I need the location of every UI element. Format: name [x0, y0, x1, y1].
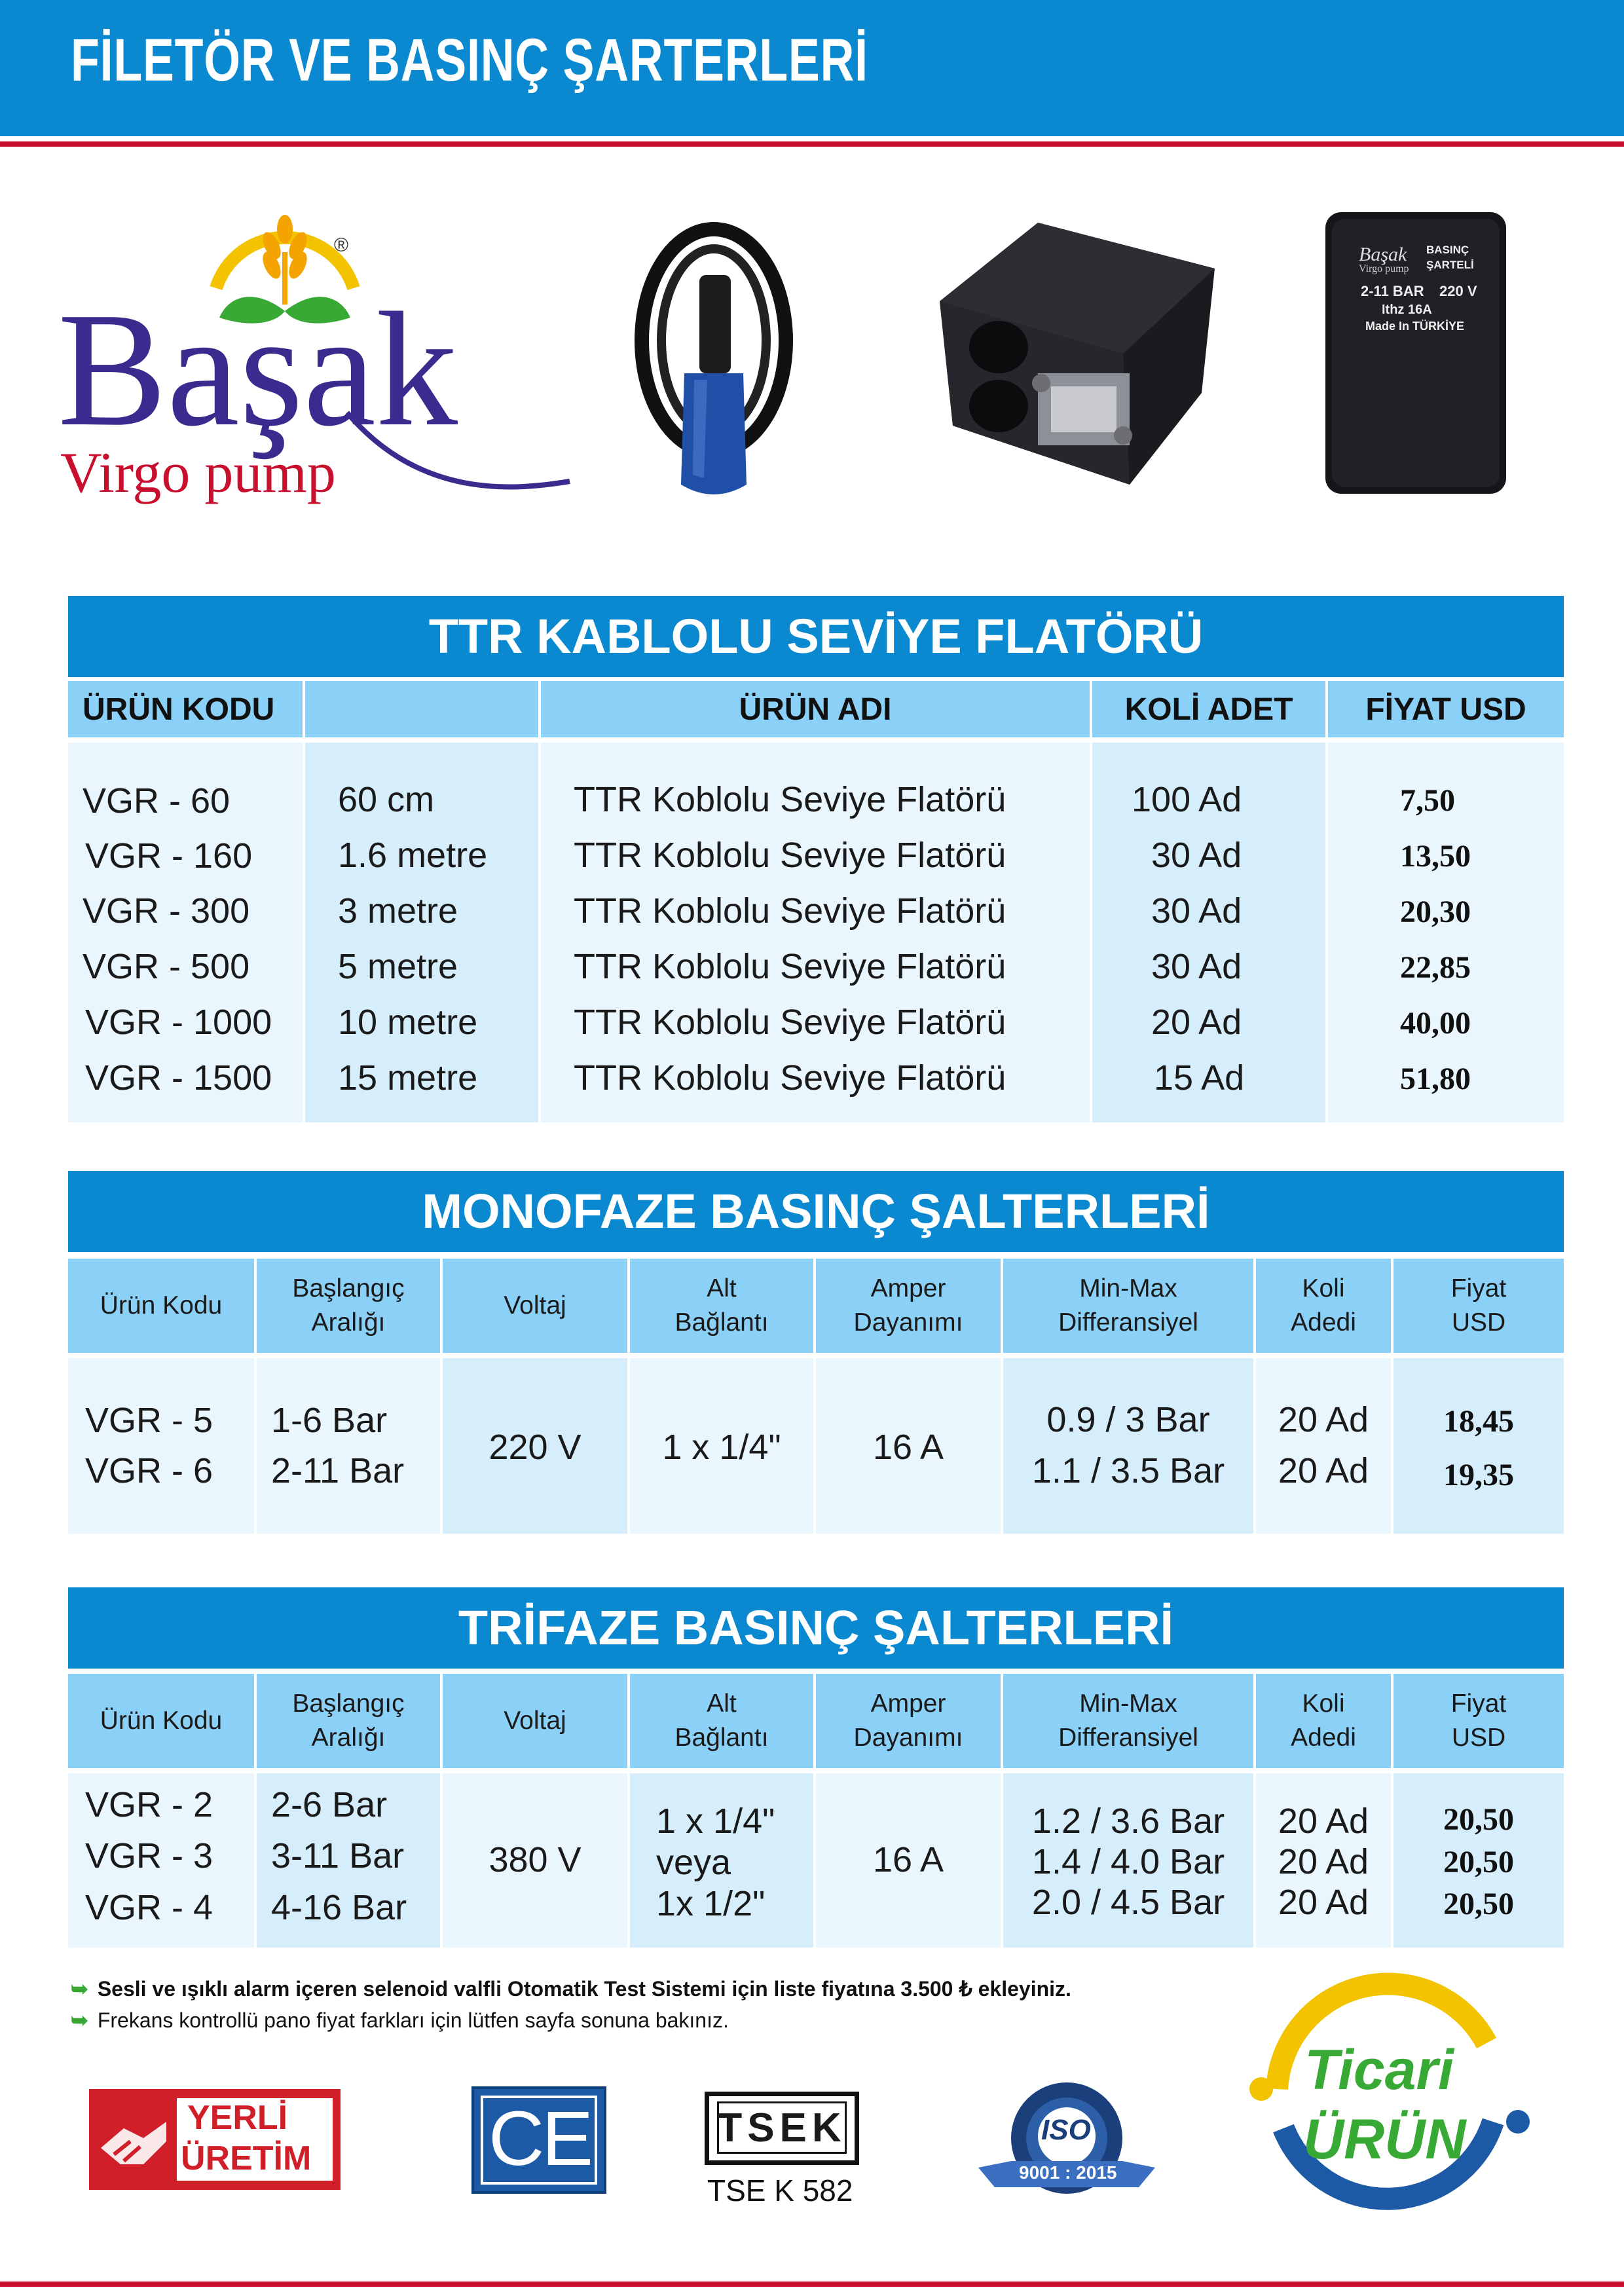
ttr-name: TTR Koblolu Seviye Flatörü: [574, 1003, 1006, 1042]
tri-price: 20,50: [1443, 1844, 1514, 1879]
ce-mark: CE: [489, 2096, 591, 2182]
tri-connection: 1 x 1/4": [656, 1802, 775, 1841]
pressure-switch-image: [927, 210, 1228, 498]
tri-price: 20,50: [1443, 1886, 1514, 1921]
ttr-code: VGR - 60: [83, 781, 231, 821]
ttr-code: VGR - 500: [83, 947, 250, 986]
mono-code: VGR - 5: [85, 1401, 213, 1440]
tri-code: VGR - 2: [85, 1785, 213, 1824]
note-text: Frekans kontrollü pano fiyat farkları için lütfen sayfa sonuna bakınız.: [97, 2008, 729, 2032]
note-test-system: [71, 1976, 1071, 2001]
mono-diff: 1.1 / 3.5 Bar: [1031, 1451, 1225, 1490]
ttr-name: TTR Koblolu Seviye Flatörü: [574, 891, 1006, 931]
mono-qty: 20 Ad: [1278, 1400, 1369, 1439]
urun-text: ÜRÜN: [1303, 2108, 1466, 2171]
ttr-name: TTR Koblolu Seviye Flatörü: [574, 947, 1006, 986]
tri-qty: 20 Ad: [1278, 1802, 1369, 1841]
logo-swoosh-icon: [341, 393, 576, 498]
ttr-header-name: ÜRÜN ADI: [541, 681, 1090, 737]
switch-label-brand: Başak: [1359, 244, 1407, 265]
note-text-end: ekleyiniz.: [978, 1977, 1071, 2001]
ttr-qty: 30 Ad: [1151, 891, 1242, 931]
brand-logo-text: Başak: [58, 279, 458, 460]
switch-label-made: Made In TÜRKİYE: [1365, 320, 1465, 333]
tri-header-range: Başlangıç Aralığı: [257, 1674, 440, 1768]
tri-header-qty: Koli Adedi: [1256, 1674, 1391, 1768]
mono-col-range: [257, 1358, 440, 1534]
switch-label-amp: Ithz 16A: [1382, 303, 1432, 317]
switch-label-volt: 220 V: [1439, 283, 1477, 299]
ttr-name: TTR Koblolu Seviye Flatörü: [574, 1058, 1006, 1098]
mono-table-title: MONOFAZE BASINÇ ŞALTERLERİ: [68, 1171, 1564, 1252]
ttr-qty: 30 Ad: [1151, 947, 1242, 986]
mono-header-voltage: Voltaj: [443, 1259, 627, 1353]
yerli-text: YERLİ: [187, 2099, 288, 2137]
mono-qty: 20 Ad: [1278, 1451, 1369, 1490]
ttr-qty: 30 Ad: [1151, 836, 1242, 875]
ttr-header-length: [305, 681, 538, 737]
note-text: Sesli ve ışıklı alarm içeren selenoid valfli Otomatik Test Sistemi için liste fiyatına: [97, 1977, 895, 2001]
ttr-header-qty: KOLİ ADET: [1092, 681, 1325, 737]
tsek-badge: [705, 2092, 859, 2165]
float-switch-image: [622, 210, 812, 504]
tri-header-connection: Alt Bağlantı: [630, 1674, 813, 1768]
mono-header-diff: Min-Max Differansiyel: [1003, 1259, 1253, 1353]
ttr-code: VGR - 1500: [85, 1058, 272, 1098]
tse-label: TSE K 582: [707, 2173, 853, 2208]
tri-diff: 2.0 / 4.5 Bar: [1031, 1883, 1225, 1922]
ttr-price: 7,50: [1400, 783, 1455, 818]
switch-label-basinc: BASINÇ: [1426, 244, 1469, 256]
mono-col-code: [68, 1358, 254, 1534]
tri-qty: 20 Ad: [1278, 1883, 1369, 1922]
ttr-length: 5 metre: [338, 947, 458, 986]
page-title: FİLETÖR VE BASINÇ ŞARTERLERİ: [71, 27, 868, 94]
mono-price: 19,35: [1443, 1457, 1514, 1492]
tri-price: 20,50: [1443, 1802, 1514, 1837]
ttr-qty: 20 Ad: [1151, 1003, 1242, 1042]
pressure-switch-box-image: [1323, 210, 1509, 498]
mono-diff: 0.9 / 3 Bar: [1046, 1400, 1210, 1439]
brand-subtitle: Virgo pump: [60, 441, 336, 505]
ttr-name: TTR Koblolu Seviye Flatörü: [574, 836, 1006, 875]
footer-divider: [0, 2282, 1624, 2287]
arrow-right-icon: ➥: [71, 2008, 88, 2032]
tri-voltage: 380 V: [489, 1840, 581, 1879]
ttr-code: VGR - 300: [83, 891, 250, 931]
mono-header-connection: Alt Bağlantı: [630, 1259, 813, 1353]
ttr-code: VGR - 1000: [85, 1003, 272, 1042]
ticari-text: Ticari: [1304, 2039, 1454, 2101]
mono-amper: 16 A: [872, 1428, 944, 1467]
tri-qty: 20 Ad: [1278, 1842, 1369, 1881]
tri-table-title: TRİFAZE BASINÇ ŞALTERLERİ: [68, 1587, 1564, 1669]
ttr-price: 22,85: [1400, 950, 1471, 985]
ttr-price: 20,30: [1400, 895, 1471, 929]
mono-header-range: Başlangıç Aralığı: [257, 1259, 440, 1353]
tri-connection: 1x 1/2": [656, 1884, 766, 1923]
switch-label-sarteli: ŞARTELİ: [1426, 259, 1474, 271]
tri-header-amper: Amper Dayanımı: [816, 1674, 1001, 1768]
mono-range: 2-11 Bar: [271, 1451, 405, 1490]
switch-label-bar: 2-11 BAR: [1361, 283, 1424, 299]
tri-code: VGR - 3: [85, 1836, 213, 1876]
tri-header-diff: Min-Max Differansiyel: [1003, 1674, 1253, 1768]
tri-range: 4-16 Bar: [271, 1888, 407, 1927]
ttr-length: 60 cm: [338, 780, 435, 819]
tri-range: 2-6 Bar: [271, 1785, 388, 1824]
ttr-table-title: TTR KABLOLU SEVİYE FLATÖRÜ: [68, 596, 1564, 677]
mono-connection: 1 x 1/4": [662, 1428, 781, 1467]
tri-diff: 1.4 / 4.0 Bar: [1031, 1842, 1225, 1881]
mono-header-code: Ürün Kodu: [68, 1259, 254, 1353]
ttr-length: 15 metre: [338, 1058, 478, 1098]
tri-header-code: Ürün Kodu: [68, 1674, 254, 1768]
ttr-code: VGR - 160: [85, 836, 253, 876]
mono-header-qty: Koli Adedi: [1256, 1259, 1391, 1353]
note-frequency: [71, 2008, 729, 2033]
iso-text: ISO: [1041, 2114, 1091, 2146]
header-divider: [0, 141, 1624, 147]
registered-mark: ®: [334, 234, 349, 256]
ttr-name: TTR Koblolu Seviye Flatörü: [574, 780, 1006, 819]
ttr-price: 40,00: [1400, 1006, 1471, 1041]
mono-header-amper: Amper Dayanımı: [816, 1259, 1001, 1353]
mono-voltage: 220 V: [489, 1428, 581, 1467]
uretim-text: ÜRETİM: [181, 2139, 312, 2177]
ttr-length: 3 metre: [338, 891, 458, 931]
switch-label-sub: Virgo pump: [1359, 263, 1409, 274]
ttr-header-price: FİYAT USD: [1328, 681, 1564, 737]
tri-header-price: Fiyat USD: [1393, 1674, 1564, 1768]
iso-number: 9001 : 2015: [1019, 2162, 1117, 2183]
arrow-right-icon: ➥: [71, 1977, 88, 2001]
tri-header-voltage: Voltaj: [443, 1674, 627, 1768]
mono-code: VGR - 6: [85, 1451, 213, 1490]
ttr-length: 1.6 metre: [338, 836, 488, 875]
ttr-qty: 100 Ad: [1132, 780, 1242, 819]
mono-range: 1-6 Bar: [271, 1401, 388, 1440]
mono-price: 18,45: [1443, 1403, 1514, 1439]
ttr-price: 13,50: [1400, 839, 1471, 874]
ttr-price: 51,80: [1400, 1062, 1471, 1096]
handshake-icon: [94, 2102, 173, 2181]
tri-code: VGR - 4: [85, 1888, 213, 1927]
note-amount: 3.500 ₺: [900, 1977, 972, 2001]
ttr-length: 10 metre: [338, 1003, 478, 1042]
tsek-mark: TSEK: [717, 2101, 847, 2154]
tri-amper: 16 A: [872, 1840, 944, 1879]
tri-range: 3-11 Bar: [271, 1836, 405, 1876]
ce-badge: [471, 2086, 606, 2194]
yerli-uretim-badge: [89, 2089, 341, 2190]
ttr-qty: 15 Ad: [1154, 1058, 1245, 1098]
tri-connection: veya: [656, 1843, 731, 1882]
tri-diff: 1.2 / 3.6 Bar: [1031, 1802, 1225, 1841]
ttr-header-code: ÜRÜN KODU: [68, 681, 303, 737]
mono-header-price: Fiyat USD: [1393, 1259, 1564, 1353]
